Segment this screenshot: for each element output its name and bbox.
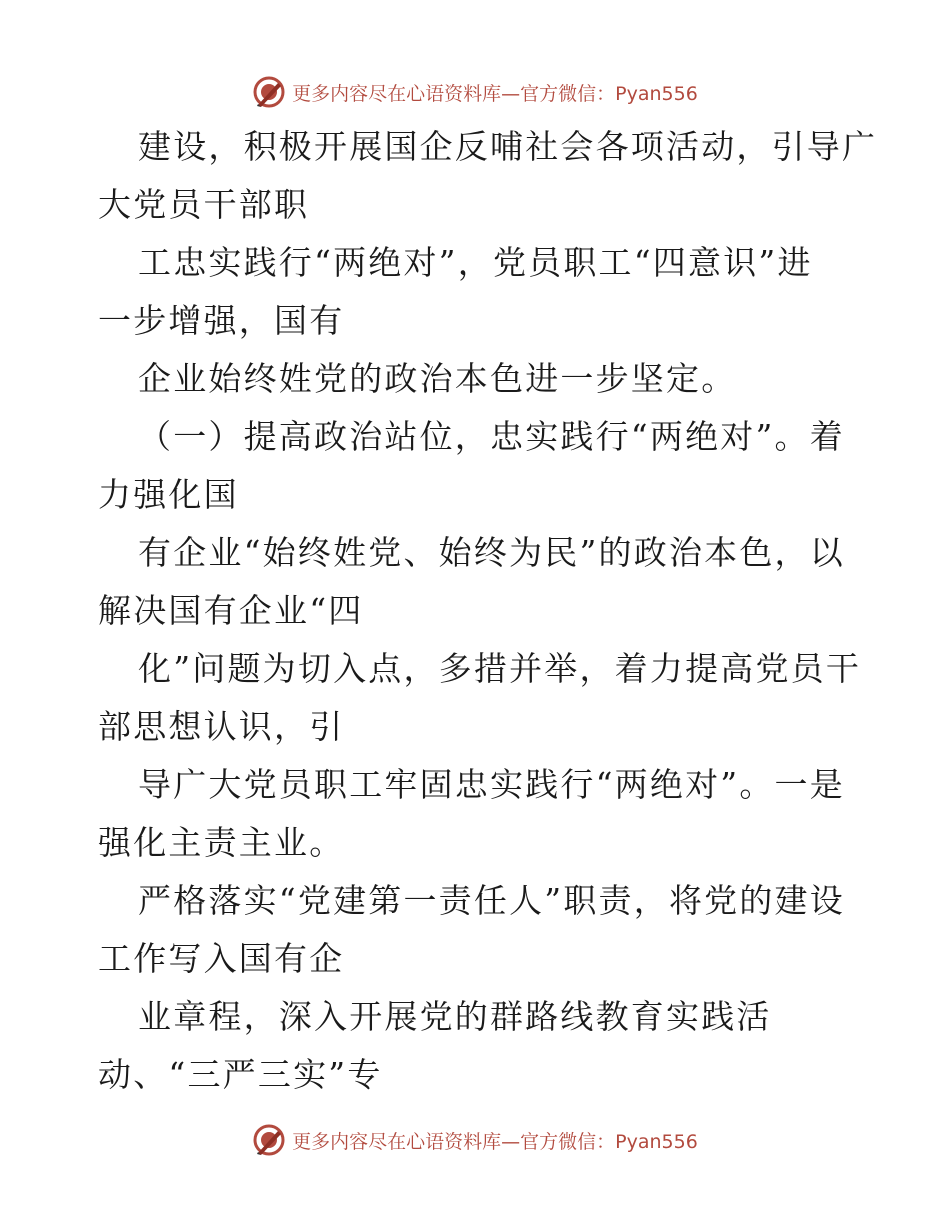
text-line: 强化主责主业。 xyxy=(98,823,345,862)
text-line: 建设，积极开展国企反哺社会各项活动，引导广 xyxy=(138,127,878,166)
text-line: 业章程，深入开展党的群路线教育实践活 xyxy=(138,997,772,1036)
text-line: 严格落实“党建第一责任人”职责，将党的建设 xyxy=(138,881,845,920)
text-line: （一）提高政治站位，忠实践行“两绝对”。着 xyxy=(138,417,845,456)
text-line: 解决国有企业“四 xyxy=(98,591,364,630)
header-banner xyxy=(0,72,950,112)
text-line: 部思想认识，引 xyxy=(98,707,345,746)
document-body xyxy=(98,118,878,1104)
footer-banner xyxy=(0,1120,950,1160)
text-line: 企业始终姓党的政治本色进一步坚定。 xyxy=(138,359,737,398)
text-line: 力强化国 xyxy=(98,475,239,514)
text-line: 大党员干部职 xyxy=(98,185,310,224)
text-line: 化”问题为切入点，多措并举，着力提高党员干 xyxy=(138,649,862,688)
text-line: 一步增强，国有 xyxy=(98,301,345,340)
text-line: 工作写入国有企 xyxy=(98,939,345,978)
pen-logo-icon xyxy=(252,1123,286,1157)
text-line: 有企业“始终姓党、始终为民”的政治本色，以 xyxy=(138,533,845,572)
text-line: 工忠实践行“两绝对”，党员职工“四意识”进 xyxy=(138,243,813,282)
text-line: 动、“三严三实”专 xyxy=(98,1055,383,1094)
footer-banner-text: 更多内容尽在心语资料库—官方微信：Pyan556 xyxy=(292,1130,698,1153)
pen-logo-icon xyxy=(252,75,286,109)
text-line: 导广大党员职工牢固忠实践行“两绝对”。一是 xyxy=(138,765,845,804)
header-banner-text: 更多内容尽在心语资料库—官方微信：Pyan556 xyxy=(292,82,698,105)
